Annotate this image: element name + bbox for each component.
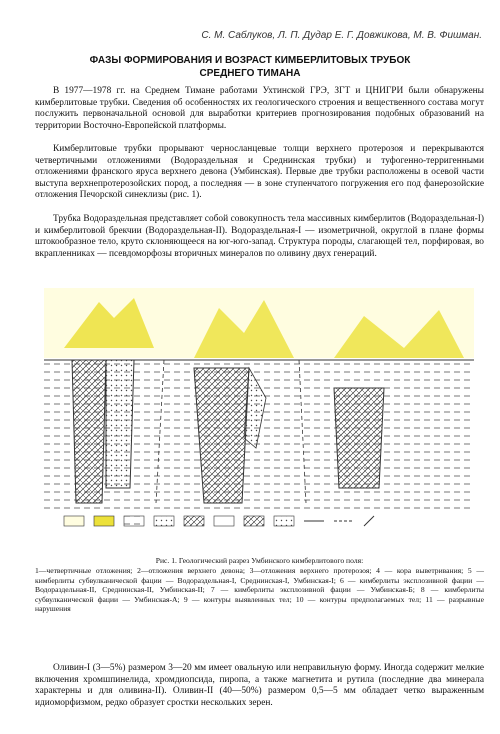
article-title — [40, 54, 460, 80]
figure-legend — [64, 516, 374, 526]
kimberlite-pipe-2 — [194, 368, 249, 503]
paragraph-3 — [35, 214, 484, 260]
paragraph-text: Кимберлитовые трубки прорывают черносланцевые толщи верхнего протерозоя и перекрываются четвертичными отложениями (Водораздельная и Среднинская трубки) и туфогенно-терригенными отложениями франского яруса верхнего девона (Умбинская). Первые две трубки расположены в осевой части выступа верхнепротерозойских пород, а последняя — в зоне ступенчатого погружения его под фанерозойские отложения Печорской синеклизы (рис. 1). — [35, 144, 484, 201]
authors-line: С. М. Саблуков, Л. П. Дудар Е. Г. Довжикова, М. В. Фишман. — [201, 30, 482, 41]
paragraph-text: В 1977—1978 гг. на Среднем Тимане работами Ухтинской ГРЭ, ЗГТ и ЦНИГРИ были обнаружены кимберлитовые трубки. Сведения об особенностях их геологического строения и вещественного состава могут послужить первоначальной основой для выработки критериев прогнозирования подобных образований на территории Восточно-Европейской платформы. — [35, 86, 484, 131]
title-line-1: ФАЗЫ ФОРМИРОВАНИЯ И ВОЗРАСТ КИМБЕРЛИТОВЫХ ТРУБОК — [89, 55, 411, 66]
caption-title: Рис. 1. Геологический разрез Умбинского кимберлитового поля: — [155, 556, 364, 565]
title-line-2: СРЕДНЕГО ТИМАНА — [199, 68, 301, 79]
paragraph-text: Трубка Водораздельная представляет собой совокупность тела массивных кимберлитов (Водораздельная-I) и кимберлитовой брекчии (Водораздельная-II). Водораздельная-I — изометричной, округлой в плане формы штокообразное тело, круто склоняющееся на юг-юго-запад. Структура породы, слагающей тел, порфировая, во вкрапленниках — псевдоморфозы вторичных минералов по оливину двух генераций. — [35, 214, 484, 259]
kimberlite-pipe-3 — [334, 388, 384, 488]
paragraph-2 — [35, 144, 484, 202]
paragraph-4 — [35, 663, 484, 709]
kimberlite-pipe-1b — [106, 360, 134, 488]
paragraph-1 — [35, 86, 484, 132]
figure-caption — [35, 556, 484, 613]
geological-section-figure — [44, 288, 474, 538]
paragraph-text: Оливин-I (3—5%) размером 3—20 мм имеет овальную или неправильную форму. Иногда содержит мелкие включения хромшпинелида, хромдиопсида, пиропа, а также магнетита и рутила (последние два минерала характерны и для оливина-II). Оливин-II (40—50%) размером 0,5—5 мм обладает четко выраженным идиоморфизмом, редко образует сростки нескольких зерен. — [35, 663, 484, 708]
caption-text: 1—четвертичные отложения; 2—отложения верхнего девона; 3—отложения верхнего протерозоя; 4 — кора выветривания; 5 — кимберлиты субвулканической фации — Водораздельная-I, Среднинская-I, Умбинская-I; 6 — кимберлиты эксплозивной фации — Водораздельная-II, Среднинская-II, Умбинская-II; 7 — кимберлиты эксплозивной фации — Умбинская-Б; 8 — кимберлиты субвулканической фации — Умбинская-А; 9 — контуры выявленных тел; 10 — контуры предполагаемых тел; 11 — разрывные нарушения — [35, 566, 484, 614]
kimberlite-pipe-1 — [72, 360, 106, 503]
